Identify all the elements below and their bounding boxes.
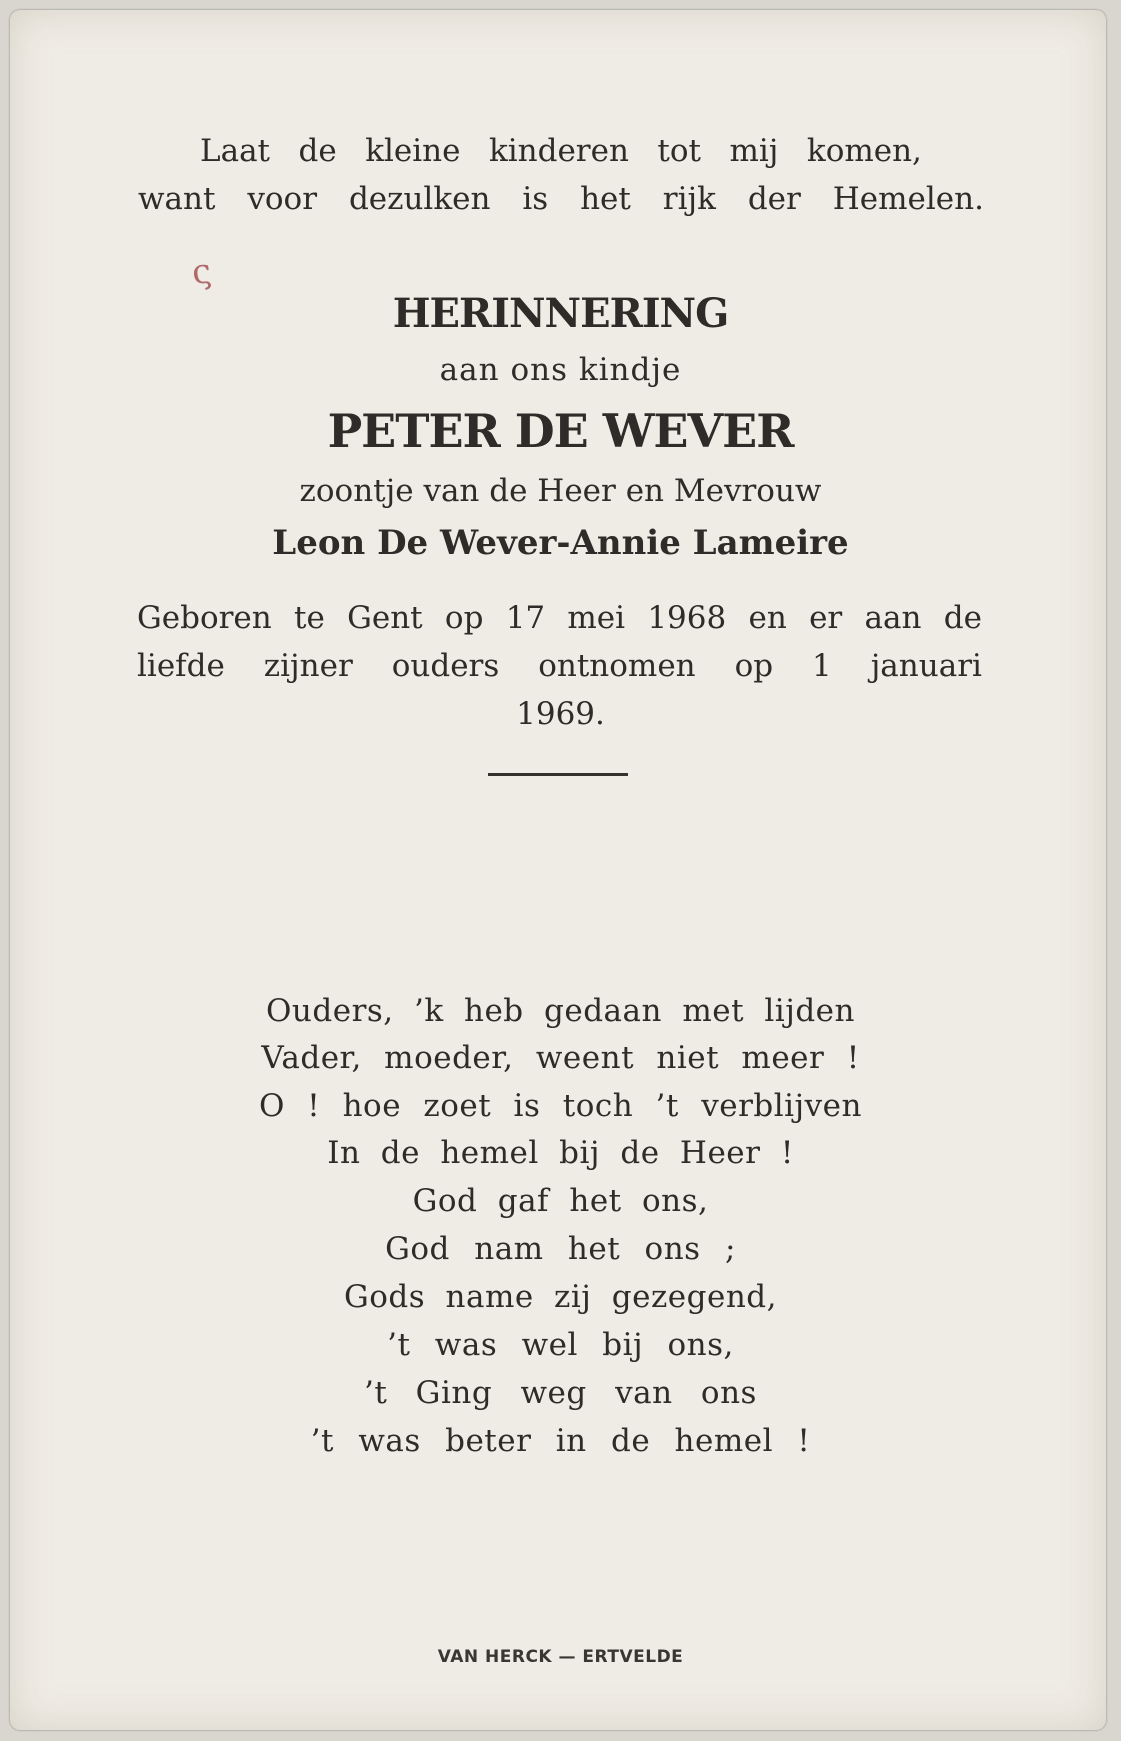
- epigraph-word: Hemelen.: [832, 181, 984, 217]
- birth-word: 17: [505, 600, 546, 636]
- birth-word: zijner: [263, 648, 353, 684]
- birth-word: te: [294, 600, 325, 636]
- heading: HERINNERING: [392, 290, 729, 337]
- memorial-card: [10, 10, 1106, 1730]
- epigraph-word: de: [298, 133, 337, 169]
- handwritten-mark: ς: [189, 250, 214, 294]
- epigraph-word: is: [522, 181, 549, 217]
- birth-word: Geboren: [137, 600, 272, 636]
- relation-line: zoontje van de Heer en Mevrouw: [299, 473, 822, 509]
- epigraph-word: Laat: [200, 133, 271, 169]
- birth-word: januari: [870, 648, 982, 684]
- birth-word: aan: [864, 600, 922, 636]
- birth-word: op: [734, 648, 774, 684]
- birth-word: liefde: [137, 648, 225, 684]
- epigraph-word: dezulken: [348, 181, 491, 217]
- birth-word: mei: [567, 600, 626, 636]
- verse-line: O ! hoe zoet is toch ’t verblijven: [259, 1088, 862, 1124]
- epigraph-word: der: [747, 181, 801, 217]
- birth-line-2: [137, 648, 982, 684]
- birth-word: op: [444, 600, 484, 636]
- birth-word: 1968: [647, 600, 727, 636]
- death-year: 1969.: [516, 696, 605, 732]
- birth-word: en: [748, 600, 787, 636]
- parents-names: Leon De Wever-Annie Lameire: [272, 523, 849, 563]
- child-name: PETER DE WEVER: [327, 404, 794, 458]
- verse-line: God gaf het ons,: [412, 1183, 709, 1219]
- epigraph-word: want: [138, 181, 216, 217]
- birth-word: ouders: [391, 648, 500, 684]
- intro-line: aan ons kindje: [439, 352, 682, 388]
- printer-imprint: VAN HERCK — ERTVELDE: [437, 1647, 684, 1667]
- verse-line: ’t was wel bij ons,: [387, 1327, 734, 1363]
- epigraph-word: komen,: [806, 133, 922, 169]
- epigraph-line-2: [138, 181, 984, 217]
- birth-word: er: [809, 600, 843, 636]
- verse-line: Gods name zij gezegend,: [343, 1279, 777, 1315]
- birth-line-1: [137, 600, 982, 636]
- birth-word: 1: [812, 648, 832, 684]
- verse-line: ’t Ging weg van ons: [364, 1375, 757, 1411]
- divider-rule: [488, 773, 628, 776]
- epigraph-word: mij: [729, 133, 779, 169]
- verse-line: Ouders, ’k heb gedaan met lijden: [266, 993, 855, 1029]
- epigraph-word: kleine: [365, 133, 461, 169]
- epigraph-word: kinderen: [488, 133, 629, 169]
- birth-word: Gent: [347, 600, 423, 636]
- epigraph-word: voor: [247, 181, 318, 217]
- verse-line: ’t was beter in de hemel !: [310, 1423, 811, 1459]
- epigraph-word: tot: [657, 133, 702, 169]
- epigraph-word: het: [580, 181, 631, 217]
- birth-word: ontnomen: [538, 648, 696, 684]
- epigraph-line-1: [200, 133, 922, 169]
- birth-word: de: [943, 600, 982, 636]
- epigraph-word: rijk: [662, 181, 716, 217]
- verse-line: God nam het ons ;: [385, 1231, 736, 1267]
- verse-line: In de hemel bij de Heer !: [327, 1135, 794, 1171]
- verse-line: Vader, moeder, weent niet meer !: [261, 1040, 860, 1076]
